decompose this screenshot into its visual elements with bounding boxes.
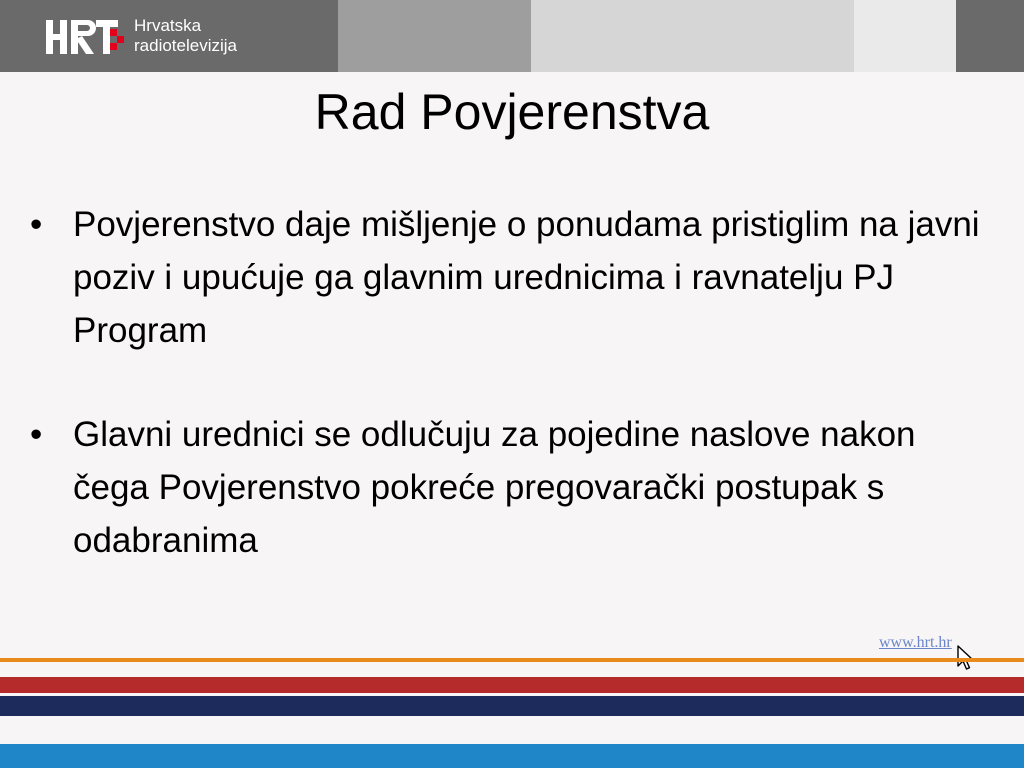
header-band (0, 0, 1024, 72)
header-block (956, 0, 1024, 72)
footer-stripe-red (0, 677, 1024, 693)
header-block (531, 0, 854, 72)
logo-wordmark (134, 16, 324, 56)
footer-stripe-navy (0, 696, 1024, 716)
hrt-website-link[interactable]: www.hrt.hr (879, 634, 952, 651)
header-block (338, 0, 531, 72)
bullet-text: Glavni urednici se odlučuju za pojedine naslove nakon čega Povjerenstvo pokreće pregovarački postupak s odabranima (73, 415, 916, 560)
bullet-dot-icon: • (30, 415, 43, 454)
bullet-text: Povjerenstvo daje mišljenje o ponudama pristiglim na javni poziv i upućuje ga glavnim urednicima i ravnatelju PJ Program (73, 205, 980, 350)
footer-stripe-blue (0, 744, 1024, 768)
hrt-logo-mark-icon (46, 16, 124, 58)
bullet-list (30, 198, 990, 618)
header-block (854, 0, 956, 72)
logo-line-2: radiotelevizija (134, 36, 237, 55)
slide-title: Rad Povjerenstva (314, 84, 710, 140)
bullet-dot-icon: • (30, 205, 43, 244)
bullet-item (30, 408, 990, 567)
bullet-item (30, 198, 990, 357)
footer-stripe-orange (0, 658, 1024, 662)
logo-line-1: Hrvatska (134, 16, 202, 35)
